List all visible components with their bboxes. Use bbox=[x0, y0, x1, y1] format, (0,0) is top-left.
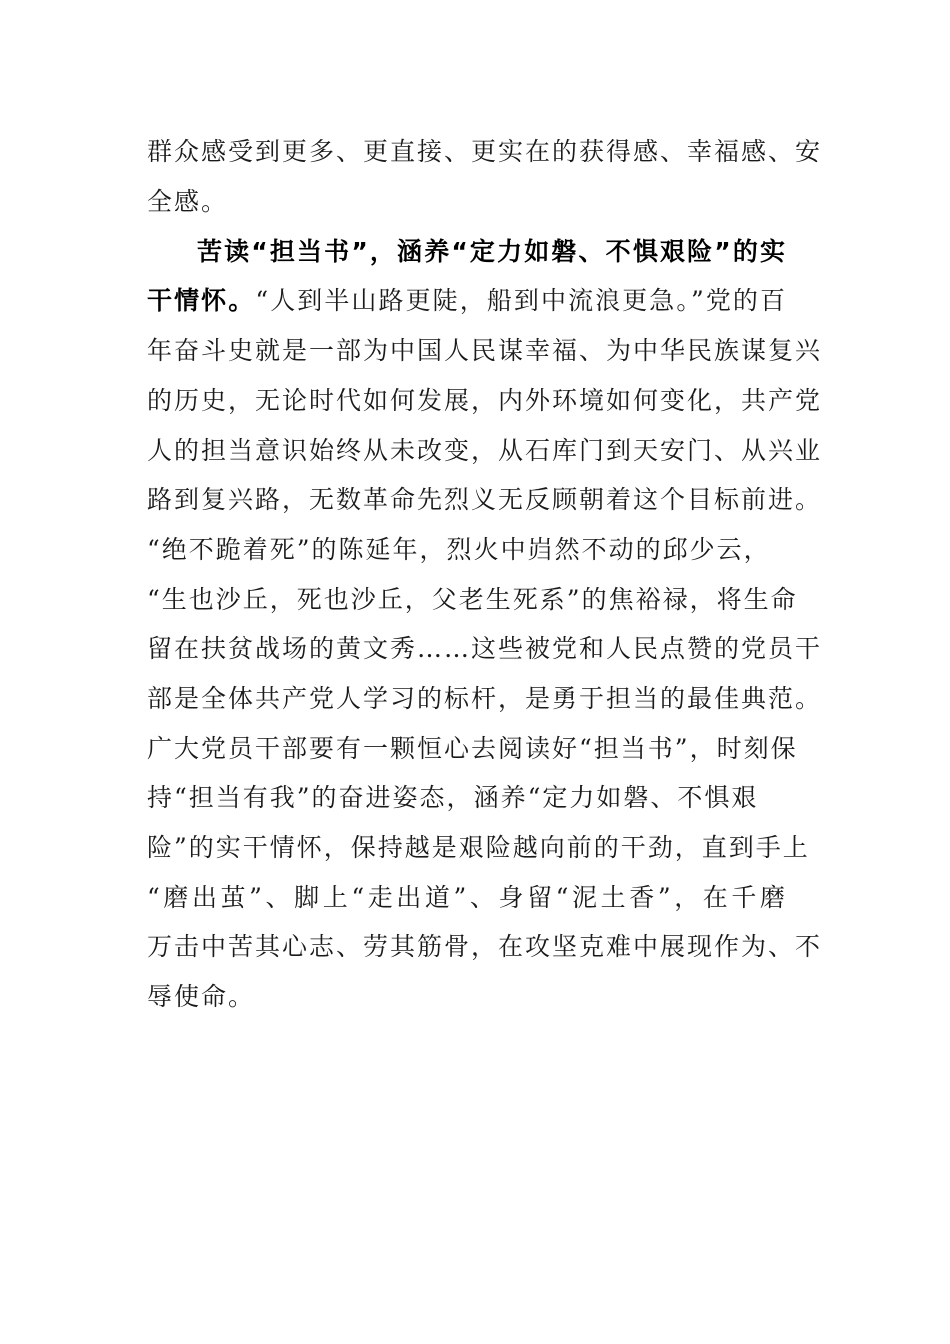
line-text: 群众感受到更多、更直接、更实在的获得感、幸福感、安 bbox=[147, 137, 823, 166]
line-text: “生也沙丘，死也沙丘，父老生死系”的焦裕禄，将生命 bbox=[147, 585, 798, 614]
text-line bbox=[147, 475, 823, 525]
text-line bbox=[147, 624, 823, 674]
line-text: “人到半山路更陡，船到中流浪更急。”党的百 bbox=[255, 286, 787, 315]
text-line bbox=[147, 276, 787, 326]
text-line bbox=[147, 724, 798, 774]
line-text: “绝不跪着死”的陈延年，烈火中岿然不动的邱少云， bbox=[147, 535, 771, 564]
line-text: 险”的实干情怀，保持越是艰险越向前的干劲，直到手上 bbox=[147, 833, 810, 862]
text-line bbox=[147, 525, 787, 575]
line-text: 人的担当意识始终从未改变，从石库门到天安门、从兴业 bbox=[147, 436, 823, 465]
text-line bbox=[147, 376, 823, 426]
line-text: 广大党员干部要有一颗恒心去阅读好“担当书”，时刻保 bbox=[147, 734, 798, 763]
text-line bbox=[147, 873, 787, 923]
line-text: 持“担当有我”的奋进姿态，涵养“定力如磐、不惧艰 bbox=[147, 783, 759, 812]
text-line bbox=[147, 426, 823, 476]
line-text: “磨出茧”、脚上“走出道”、身留“泥土香”，在千磨 bbox=[147, 883, 787, 912]
section-heading: 苦读“担当书”，涵养“定力如磐、不惧艰险”的实 bbox=[197, 237, 787, 266]
text-line bbox=[147, 972, 787, 1022]
text-line bbox=[147, 127, 823, 177]
text-line bbox=[147, 575, 798, 625]
text-line bbox=[147, 922, 823, 972]
line-text: 的历史，无论时代如何发展，内外环境如何变化，共产党 bbox=[147, 386, 823, 415]
text-line bbox=[147, 823, 810, 873]
text-line bbox=[147, 674, 823, 724]
line-text: 年奋斗史就是一部为中国人民谋幸福、为中华民族谋复兴 bbox=[147, 336, 823, 365]
section-heading-line bbox=[197, 227, 787, 277]
line-text: 留在扶贫战场的黄文秀……这些被党和人民点赞的党员干 bbox=[147, 634, 823, 663]
line-text: 路到复兴路，无数革命先烈义无反顾朝着这个目标前进。 bbox=[147, 485, 823, 514]
line-text: 全感。 bbox=[147, 187, 229, 216]
line-text: 万击中苦其心志、劳其筋骨，在攻坚克难中展现作为、不 bbox=[147, 932, 823, 961]
text-line bbox=[147, 177, 787, 227]
line-text: 辱使命。 bbox=[147, 982, 256, 1011]
line-text: 部是全体共产党人学习的标杆，是勇于担当的最佳典范。 bbox=[147, 684, 823, 713]
text-line bbox=[147, 773, 787, 823]
section-heading-tail: 干情怀。 bbox=[147, 286, 256, 315]
text-line bbox=[147, 326, 823, 376]
